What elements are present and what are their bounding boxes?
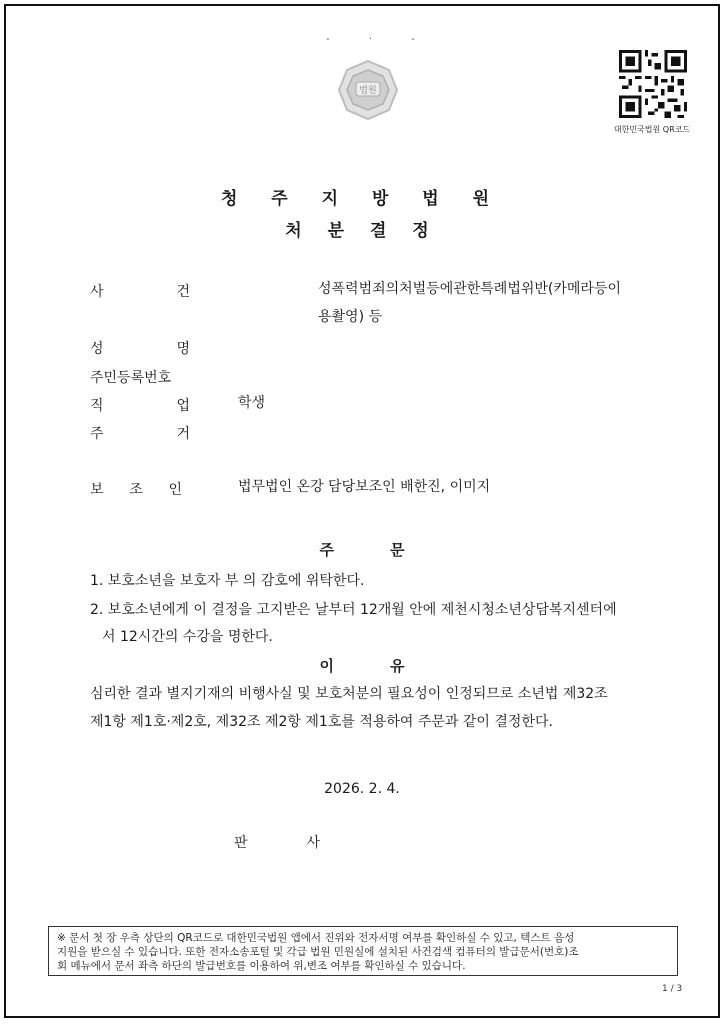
assistant-label: 보 조 인 (90, 482, 182, 498)
qr-code-icon (619, 50, 687, 118)
name-label: 성 명 (90, 341, 190, 357)
document-page (4, 4, 720, 1018)
document-title: 처 분 결 정 (285, 221, 439, 241)
case-value-line2: 용촬영) 등 (318, 309, 383, 325)
reason-line1: 심리한 결과 별지기재의 비행사실 및 보호처분의 필요성이 인정되므로 소년법 제32조 (90, 686, 608, 702)
seal-text: 법원 (359, 86, 377, 96)
reason-heading: 이유 (319, 657, 461, 675)
job-value: 학생 (238, 395, 266, 411)
court-name: 청 주 지 방 법 원 (220, 189, 504, 209)
order-heading: 주문 (319, 541, 461, 559)
case-value-line1: 성폭력범죄의처벌등에관한특례법위반(카메라등이 (318, 281, 621, 297)
order-item-2-line1: 2. 보호소년에게 이 결정을 고지받은 날부터 12개월 안에 제천시청소년상담복지센터에 (90, 602, 617, 618)
rrn-label: 주민등록번호 (90, 370, 172, 386)
page-number: 1 / 3 (662, 984, 683, 994)
reason-line2: 제1항 제1호·제2호, 제32조 제2항 제1호를 적용하여 주문과 같이 결정한다. (90, 714, 553, 730)
notice-line1: ※ 문서 첫 장 우측 상단의 QR코드로 대한민국법원 앱에서 진위와 전자서명 여부를 확인하실 수 있고, 텍스트 음성 (57, 932, 575, 944)
header-dots: - · - (326, 34, 433, 45)
judge-label: 판 사 (234, 835, 320, 851)
case-label: 사 건 (90, 284, 190, 300)
verification-notice (48, 926, 678, 976)
order-item-2-line2: 서 12시간의 수강을 명한다. (102, 629, 273, 645)
qr-caption: 대한민국법원 QR코드 (613, 125, 691, 134)
address-label: 주 거 (90, 426, 190, 442)
decision-date: 2026. 2. 4. (324, 781, 400, 797)
court-seal-icon (336, 58, 400, 122)
notice-line2: 지원을 받으실 수 있습니다. 또한 전자소송포털 및 각급 법원 민원실에 설치된 사건검색 컴퓨터의 발급문서(번호)조 (57, 946, 579, 958)
assistant-value: 법무법인 온강 담당보조인 배한진, 이미지 (238, 479, 491, 495)
notice-line3: 회 메뉴에서 문서 좌측 하단의 발급번호를 이용하여 위,변조 여부를 확인하실 수 있습니다. (57, 960, 466, 972)
order-item-1: 1. 보호소년을 보호자 부 의 감호에 위탁한다. (90, 573, 365, 589)
job-label: 직 업 (90, 398, 190, 414)
